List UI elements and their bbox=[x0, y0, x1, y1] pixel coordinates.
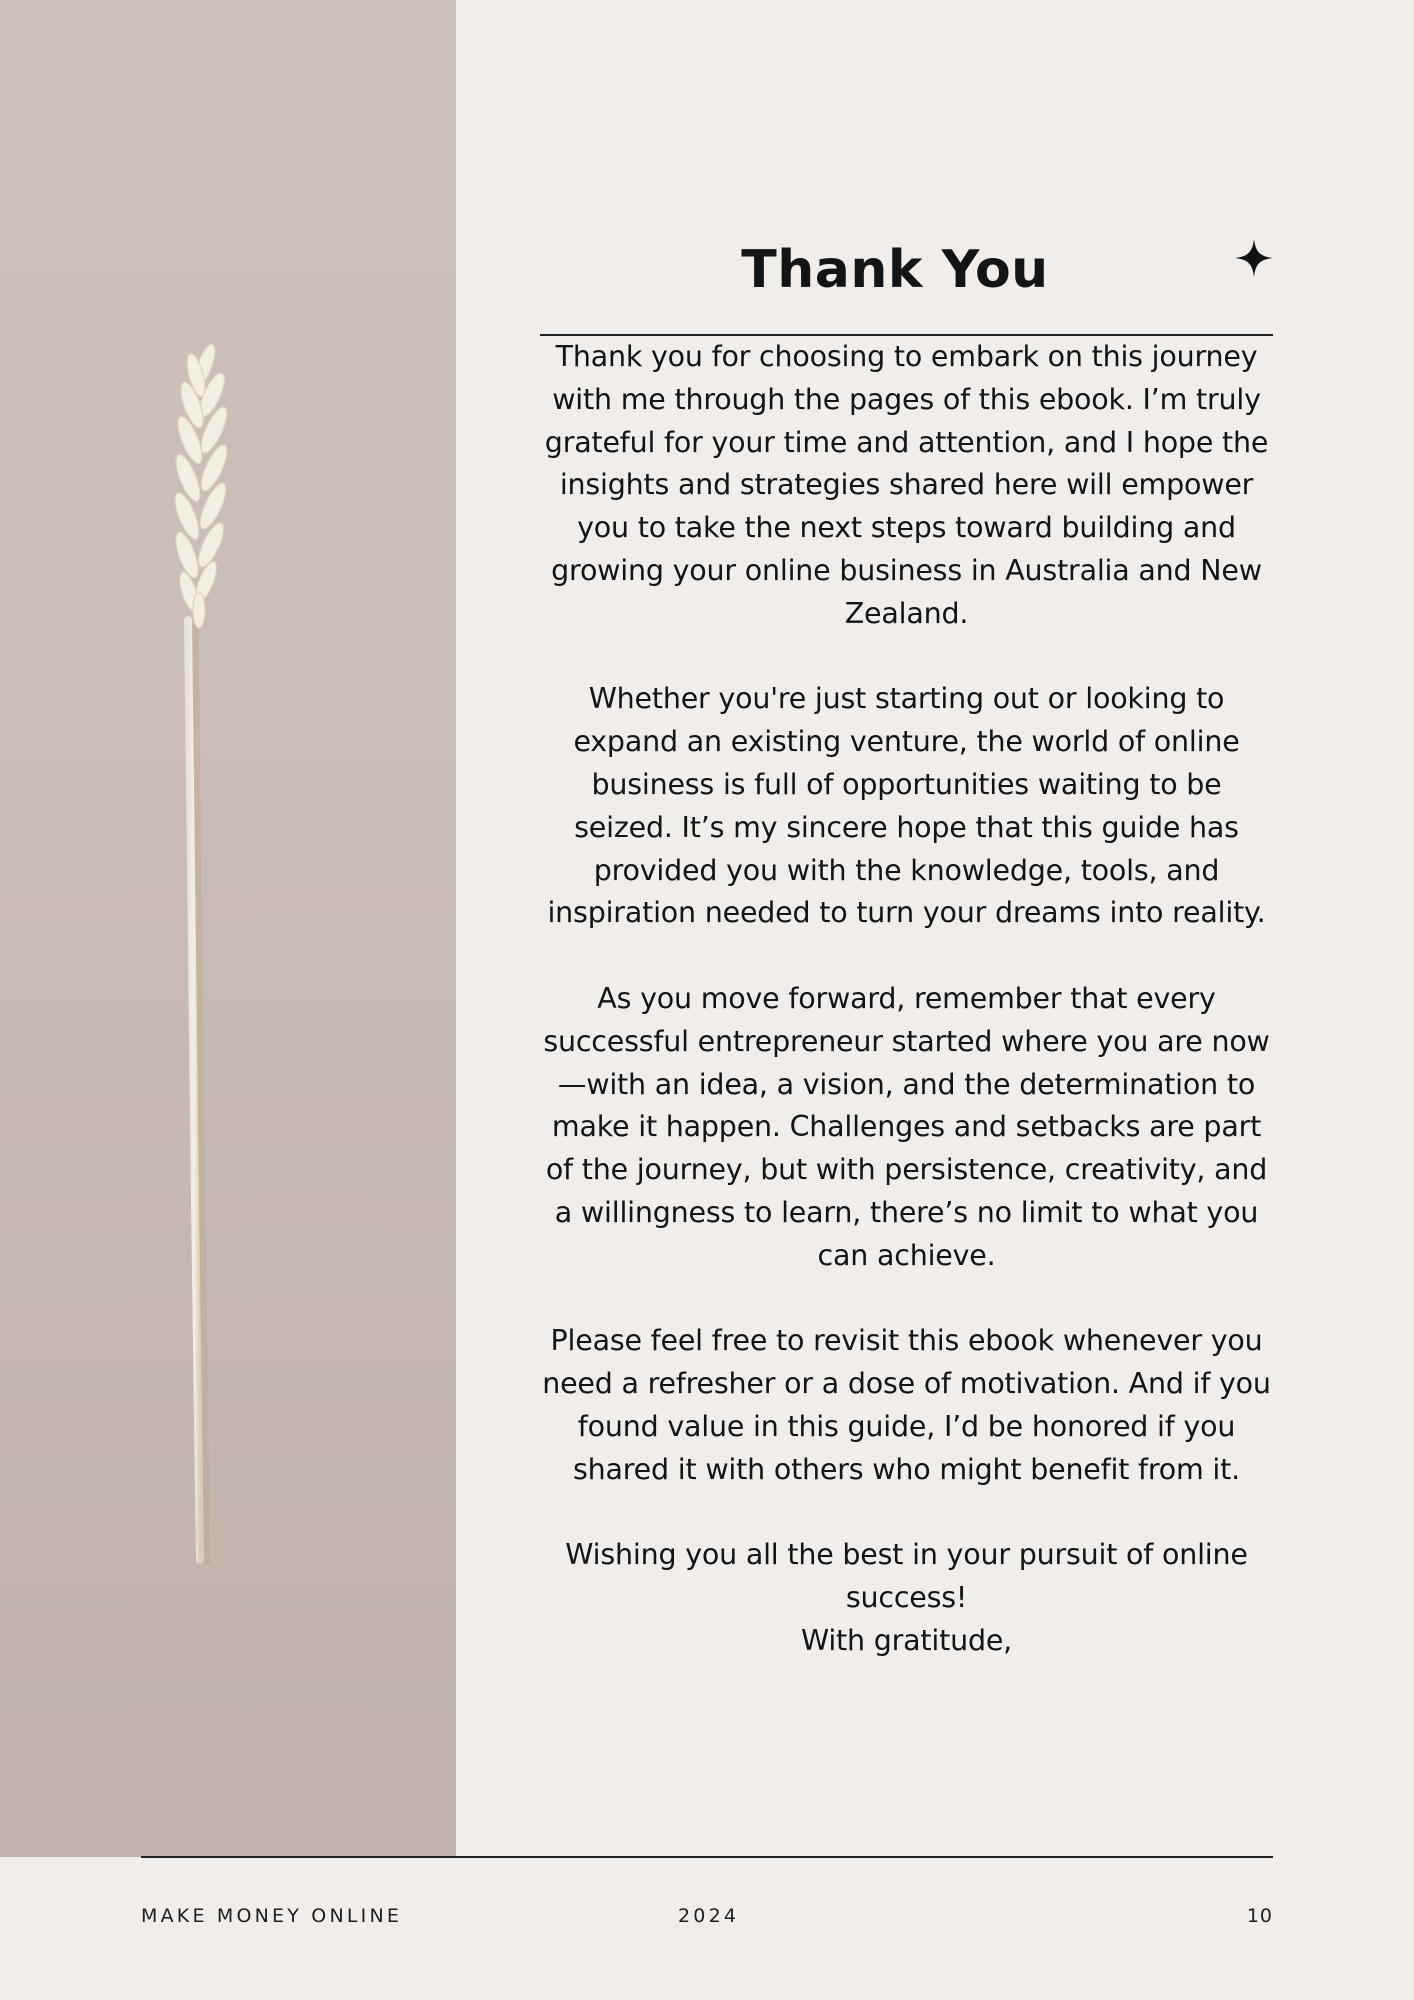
closing bbox=[540, 1534, 1273, 1662]
sparkle-icon bbox=[1234, 238, 1274, 278]
closing-signoff: With gratitude, bbox=[800, 1623, 1013, 1657]
footer-book-title: MAKE MONEY ONLINE bbox=[141, 1905, 403, 1927]
paragraph: Please feel free to revisit this ebook whenever you need a refresher or a dose of motivation. And if you found value in this guide, I’d be honored if you shared it with others who might benefit from it. bbox=[542, 1324, 1271, 1486]
closing-wish: Wishing you all the best in your pursuit of online success! bbox=[565, 1538, 1248, 1615]
footer-year: 2024 bbox=[678, 1905, 740, 1927]
wheat-stalk-photo bbox=[0, 0, 456, 1857]
footer-divider bbox=[141, 1856, 1273, 1858]
paragraph: Thank you for choosing to embark on this journey with me through the pages of this ebook. I’m truly grateful for your time and attention, and I hope the insights and strategies shared here will empower you to take the next steps toward building and growing your online business in Australia and New Zealand. bbox=[544, 340, 1269, 630]
page-title: Thank You bbox=[741, 240, 1049, 300]
wheat-stem bbox=[188, 620, 206, 1564]
thank-you-letter bbox=[540, 336, 1273, 1663]
paragraph: Whether you're just starting out or looking to expand an existing venture, the world of online business is full of opportunities waiting to be seized. It’s my sincere hope that this guide has provided you with the knowledge, tools, and inspiration needed to turn your dreams into reality. bbox=[547, 682, 1266, 930]
paragraph: As you move forward, remember that every successful entrepreneur started where you are now—with an idea, a vision, and the determination to make it happen. Challenges and setbacks are part of the journey, but with persistence, creativity, and a willingness to learn, there’s no limit to what you can achieve. bbox=[543, 981, 1270, 1272]
wheat-ear bbox=[170, 342, 232, 628]
page-number: 10 bbox=[1246, 1905, 1273, 1927]
